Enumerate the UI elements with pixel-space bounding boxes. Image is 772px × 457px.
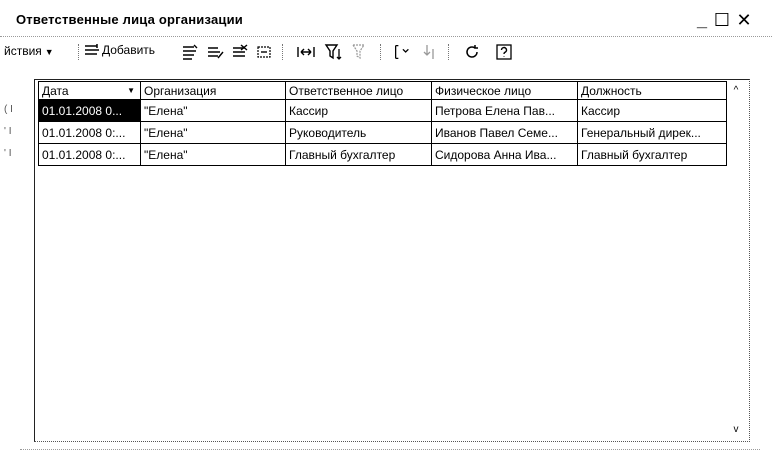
cell-responsible-person[interactable]: Кассир xyxy=(286,100,432,122)
cell-position[interactable]: Генеральный дирек... xyxy=(578,122,727,144)
row-marker: ' I xyxy=(4,148,12,159)
cell-organization[interactable]: "Елена" xyxy=(141,100,286,122)
row-marker: ( I xyxy=(4,104,13,115)
add-button-label: Добавить xyxy=(102,43,156,57)
chevron-down-icon: ▼ xyxy=(44,47,54,57)
sort-desc-icon: ▼ xyxy=(127,86,135,95)
add-copy-icon xyxy=(181,44,199,60)
actions-menu-button[interactable] xyxy=(4,44,54,58)
help-button[interactable] xyxy=(494,42,514,62)
title-bar xyxy=(0,0,772,37)
edit-icon xyxy=(206,44,224,60)
table-row[interactable] xyxy=(39,122,727,144)
vertical-scrollbar[interactable] xyxy=(726,81,746,438)
cell-individual[interactable]: Сидорова Анна Ива... xyxy=(432,144,578,166)
sort-icon xyxy=(421,43,439,61)
toolbar-separator xyxy=(282,44,284,60)
refresh-icon xyxy=(463,43,481,61)
maximize-button[interactable]: ☐ xyxy=(713,9,731,30)
help-icon xyxy=(495,43,513,61)
scroll-up-button[interactable]: ^ xyxy=(733,84,739,96)
table-header-row xyxy=(39,82,727,100)
toolbar-separator xyxy=(448,44,450,60)
cell-organization[interactable]: "Елена" xyxy=(141,122,286,144)
refresh-button[interactable] xyxy=(462,42,482,62)
filter-button[interactable] xyxy=(324,42,344,62)
range-icon xyxy=(296,44,316,60)
window-title: Ответственные лица организации xyxy=(16,12,243,27)
range-button[interactable] xyxy=(296,42,316,62)
cell-date[interactable]: 01.01.2008 0:... xyxy=(39,122,141,144)
cell-date[interactable]: 01.01.2008 0:... xyxy=(39,144,141,166)
column-header-date[interactable] xyxy=(39,82,141,100)
row-markers xyxy=(0,99,30,165)
window-bottom-border xyxy=(20,449,760,450)
add-row-icon xyxy=(84,43,100,57)
cell-date[interactable]: 01.01.2008 0... xyxy=(39,100,141,122)
filter-icon xyxy=(324,43,344,61)
cell-individual[interactable]: Петрова Елена Пав... xyxy=(432,100,578,122)
add-copy-button[interactable] xyxy=(180,42,200,62)
toolbar-separator xyxy=(380,44,382,60)
delete-icon xyxy=(231,44,249,60)
actions-menu-label: йствия xyxy=(4,44,42,58)
column-header-individual[interactable]: Физическое лицо xyxy=(432,82,578,100)
cancel-filter-button[interactable] xyxy=(350,42,370,62)
toolbar xyxy=(0,38,560,66)
responsible-persons-table xyxy=(38,81,727,166)
minimize-button[interactable]: _ xyxy=(696,9,707,30)
cell-responsible-person[interactable]: Руководитель xyxy=(286,122,432,144)
hierarchy-icon xyxy=(392,43,412,61)
hierarchy-button[interactable] xyxy=(392,42,412,62)
row-marker: ' I xyxy=(4,126,12,137)
column-header-responsible-person[interactable]: Ответственное лицо xyxy=(286,82,432,100)
scroll-down-button[interactable]: v xyxy=(733,423,739,435)
cell-individual[interactable]: Иванов Павел Семе... xyxy=(432,122,578,144)
toolbar-separator xyxy=(78,44,80,60)
table-row[interactable] xyxy=(39,144,727,166)
edit-button[interactable] xyxy=(205,42,225,62)
column-header-label: Дата xyxy=(42,83,69,98)
delete-button[interactable] xyxy=(230,42,250,62)
table-row[interactable] xyxy=(39,100,727,122)
close-button[interactable]: ✕ xyxy=(736,9,752,30)
cell-organization[interactable]: "Елена" xyxy=(141,144,286,166)
add-button[interactable] xyxy=(84,43,155,57)
set-icon xyxy=(256,44,274,60)
column-header-organization[interactable]: Организация xyxy=(141,82,286,100)
cell-position[interactable]: Главный бухгалтер xyxy=(578,144,727,166)
cell-responsible-person[interactable]: Главный бухгалтер xyxy=(286,144,432,166)
column-header-position[interactable]: Должность xyxy=(578,82,727,100)
sort-button[interactable] xyxy=(420,42,440,62)
set-button[interactable] xyxy=(255,42,275,62)
cancel-filter-icon xyxy=(350,43,370,61)
cell-position[interactable]: Кассир xyxy=(578,100,727,122)
